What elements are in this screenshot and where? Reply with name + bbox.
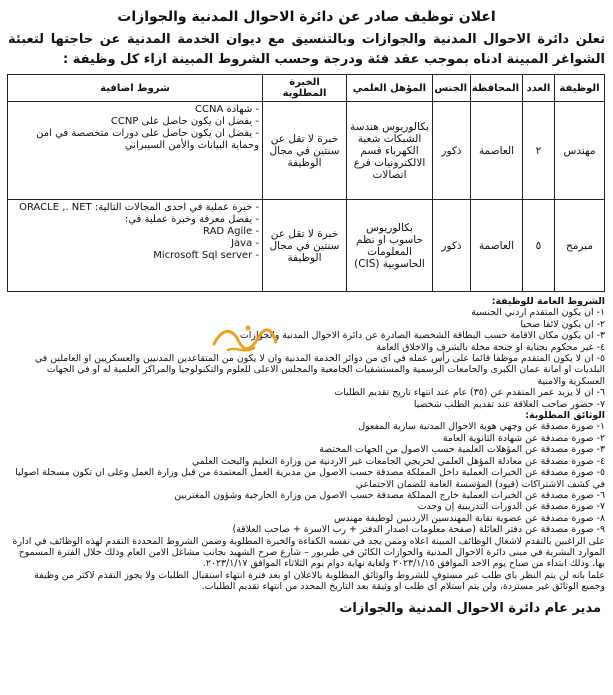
header-extra: شروط اضافية	[8, 75, 263, 102]
cell-experience: خبرة لا تقل عن سنتين في مجال الوظيفة	[263, 102, 347, 200]
cell-count: ٢	[523, 102, 555, 200]
general-conditions	[8, 296, 605, 410]
general-conditions-heading: الشروط العامة للوظيفة:	[491, 296, 605, 307]
announcement-title: اعلان توظيف صادر عن دائرة الاحوال المدنية والجوازات	[117, 9, 496, 25]
extra-item: - Microsoft Sql server	[11, 250, 259, 262]
list-item: ٧- حضور صاحب العلاقة عند تقديم الطلب شخصيا	[413, 398, 605, 410]
cell-qualification: بكالوريوس حاسوب او نظم المعلومات الحاسوبية (CIS)	[347, 200, 433, 292]
required-documents-heading: الوثائق المطلوبة:	[525, 410, 605, 422]
announcement-intro: تعلن دائرة الاحوال المدنية والجوازات وبالتنسيق مع ديوان الخدمة المدنية عن حاجتها لتعبئة الشواغر المبينة ادناه بموجب عقد فئة ودرجة وحسب الشروط المبينة ازاء كل وظيفة :	[8, 32, 605, 67]
list-item: ٦- صورة مصدقة عن الخبرات العملية خارج المملكة مصدقة حسب الاصول من وزارة الخارجية وشؤون المغتربين	[174, 489, 605, 501]
list-item: ٤- صورة مصدقة عن معادلة المؤهل العلمي لخريجي الجامعات غير الاردنية من وزارة التعليم والبحث العلمي	[191, 455, 605, 467]
header-gender: الجنس	[433, 75, 471, 102]
list-item: ٤- غير محكوم بجناية او جنحة مخلة بالشرف والاخلاق العامة	[376, 341, 605, 353]
list-item: ٦- ان لا يزيد عمر المتقدم عن (٣٥) عام عند انتهاء تاريخ تقديم الطلبات	[334, 387, 605, 399]
list-item: ٣- ان يكون مكان الاقامة حسب البطاقة الشخصية الصادرة عن دائرة الاحوال المدنية والجوازات	[239, 330, 605, 342]
list-item: ٨- صورة مصدقة عن عضوية نقابة المهندسين الاردنيين لوظيفة مهندس	[334, 512, 605, 524]
extra-item: - يفضل ان يكون حاصل على دورات متخصصة في امن وحماية البيانات والأمن السيبراني	[11, 128, 259, 152]
cell-extra	[8, 102, 263, 200]
header-job: الوظيفة	[555, 75, 605, 102]
cell-gender: ذكور	[433, 102, 471, 200]
cell-experience: خبرة لا تقل عن سنتين في مجال الوظيفة	[263, 200, 347, 292]
header-qualification: المؤهل العلمي	[347, 75, 433, 102]
signature-line: مدير عام دائرة الاحوال المدنية والجوازات	[339, 600, 601, 616]
cell-job: مبرمج	[555, 200, 605, 292]
list-item: ٩- صورة مصدقة عن دفتر العائلة (صفحة معلومات اصدار الدفتر + رب الاسرة + صاحب العلاقة)	[232, 524, 605, 536]
list-item: ٥- ان لا يكون المتقدم موظفا قائما على رأس عمله في اي من دوائر الخدمة المدنية وان لا يكون من المتقاعدين المدنيين والعسكريين او العاملين في البلديات او امانة عمان الكبرى والجامعات الرسمية والمستشفيات الجامعية والمجلس الاعلى للعلوم والتكنولوجيا والمراكز العلمية له او في الجهات العسكرية والامنية	[34, 353, 605, 387]
list-item: ٢- صورة مصدقة عن شهادة الثانوية العامة	[442, 432, 605, 444]
list-item: ٣- صورة مصدقة عن المؤهلات العلمية حسب الاصول من الجهات المختصة	[319, 444, 605, 456]
required-documents	[8, 410, 605, 535]
cell-extra	[8, 200, 263, 292]
list-item: ٢- ان يكون لائقا صحيا	[520, 318, 605, 330]
header-experience: الخبرة المطلوبة	[263, 75, 347, 102]
closing-paragraph: على الراغبين بالتقدم لاشغال الوظائف المبينة اعلاه وممن يجد في نفسه الكفاءة والخبرة المطلوبة وضمن الشروط المحددة التقدم لهذه الوظائف في ادارة الموارد البشرية في مبنى دائرة الاحوال المدنية والجوازات الكائن في طبربور – شارع صرح الشهيد بجانب مشاغل الامن العام وذلك خلال الفترة المسموح بها، وذلك ابتداء من صباح يوم الاحد الموافق ٢٠٢٣/١/١٥ ولغاية نهاية دوام يوم الثلاثاء الموافق ٢٠٢٣/١/١٧.	[12, 535, 605, 570]
extra-item: - RAD Agile	[11, 226, 259, 238]
cell-gender: ذكور	[433, 200, 471, 292]
extra-item: - Java	[11, 238, 259, 250]
table-row	[8, 102, 605, 200]
list-item: ٧- صورة مصدقة عن الدورات التدريبية إن وجدت	[417, 501, 605, 513]
extra-item: - يفضل ان يكون حاصل على CCNP	[11, 116, 259, 128]
list-item: ١- صورة مصدقة عن وجهي هوية الاحوال المدنية سارية المفعول	[358, 421, 605, 433]
jobs-table-header	[8, 75, 605, 102]
cell-governorate: العاصمة	[471, 102, 523, 200]
extra-item: - خبرة عملية في احدى المجالات التالية: ORACLE ,. NET	[11, 202, 259, 214]
header-count: العدد	[523, 75, 555, 102]
cell-qualification: بكالوريوس هندسة الشبكات شعبة الكهرباء قسم الالكترونيات فرع اتصالات	[347, 102, 433, 200]
header-governorate: المحافظة	[471, 75, 523, 102]
extra-item: - شهادة CCNA	[11, 104, 259, 116]
cell-count: ٥	[523, 200, 555, 292]
cell-governorate: العاصمة	[471, 200, 523, 292]
list-item: ١- ان يكون المتقدم اردني الجنسية	[471, 307, 605, 319]
closing-notes	[8, 536, 605, 593]
list-item: ٥- صورة مصدقة عن الخبرات العملية داخل المملكة مصدقة حسب الاصول من مديرية العمل المعتمدة من قبل وزارة العمل وعلى ان تكون مسجلة اصوليا في كشف الاشتراكات (قيود) المؤسسة العامة للضمان الاجتماعي	[15, 467, 605, 490]
cell-job: مهندس	[555, 102, 605, 200]
closing-paragraph: علما بانه لن يتم النظر باي طلب غير مستوفٍ للشروط والوثائق المطلوبة بالاعلان او بعد فترة انتهاء استقبال الطلبات ولا يجوز التقدم لاكثر من وظيفة وجميع الوثائق غير مستردة، ولن يتم استلام اي طلب او وثيقة بعد التاريخ المحدد من انتهاء تقديم الطلبات.	[34, 569, 605, 593]
extra-item: - يفضل معرفة وخبرة عملية في:	[11, 214, 259, 226]
table-row	[8, 200, 605, 292]
jobs-table	[7, 74, 605, 292]
